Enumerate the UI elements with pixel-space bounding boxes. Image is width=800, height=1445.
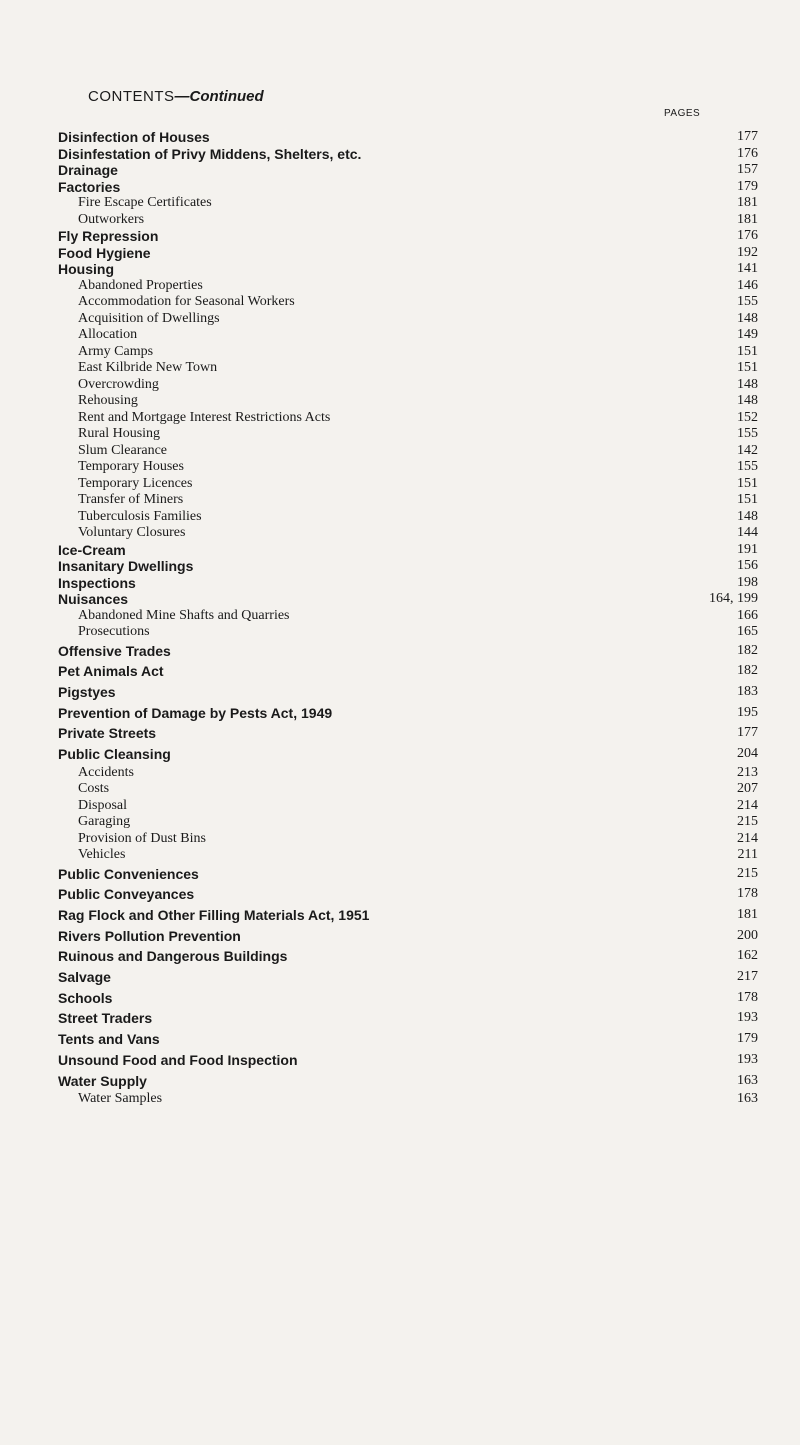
contents-entry <box>58 1050 758 1071</box>
entry-page-number: 149 <box>688 327 758 344</box>
entry-label: Offensive Trades <box>58 643 175 659</box>
entry-label: Salvage <box>58 969 115 985</box>
contents-entry <box>58 926 758 947</box>
contents-entry <box>58 1008 758 1029</box>
entry-label: Disposal <box>78 798 131 813</box>
entry-page-number: 181 <box>688 212 758 229</box>
contents-subentry <box>58 377 758 394</box>
entry-page-number: 152 <box>688 410 758 427</box>
entry-page-number: 181 <box>688 905 758 926</box>
contents-subentry <box>58 814 758 831</box>
entry-label: Pet Animals Act <box>58 663 168 679</box>
entry-label: Public Cleansing <box>58 746 175 762</box>
contents-entry <box>58 591 758 608</box>
contents-entry <box>58 245 758 262</box>
entry-label: Provision of Dust Bins <box>78 831 210 846</box>
entry-page-number: 156 <box>688 558 758 575</box>
contents-entry <box>58 162 758 179</box>
entry-label: Pigstyes <box>58 684 120 700</box>
entry-page-number: 204 <box>688 744 758 765</box>
contents-subentry <box>58 781 758 798</box>
entry-label: Abandoned Properties <box>78 278 207 293</box>
contents-subentry <box>58 525 758 542</box>
entry-label: Slum Clearance <box>78 443 171 458</box>
entry-label: Water Samples <box>78 1091 166 1106</box>
contents-subentry <box>58 393 758 410</box>
entry-page-number: 198 <box>688 575 758 592</box>
entry-label: Outworkers <box>78 212 148 227</box>
entry-page-number: 215 <box>688 814 758 831</box>
entry-label: Accommodation for Seasonal Workers <box>78 294 299 309</box>
entry-label: Temporary Licences <box>78 476 196 491</box>
entry-label: East Kilbride New Town <box>78 360 221 375</box>
contents-subentry <box>58 278 758 295</box>
entry-label: Unsound Food and Food Inspection <box>58 1052 302 1068</box>
contents-subentry <box>58 426 758 443</box>
entry-page-number: 141 <box>688 261 758 278</box>
entry-label: Schools <box>58 990 116 1006</box>
entry-page-number: 151 <box>688 492 758 509</box>
entry-label: Public Conveyances <box>58 886 198 902</box>
entry-page-number: 155 <box>688 426 758 443</box>
contents-entry <box>58 575 758 592</box>
entry-label: Fire Escape Certificates <box>78 195 216 210</box>
entry-label: Nuisances <box>58 591 132 607</box>
contents-subentry <box>58 360 758 377</box>
entry-label: Water Supply <box>58 1073 151 1089</box>
entry-page-number: 165 <box>688 624 758 641</box>
contents-entry <box>58 682 758 703</box>
page-heading <box>88 88 758 110</box>
contents-entry <box>58 558 758 575</box>
entry-page-number: 163 <box>688 1091 758 1108</box>
contents-subentry <box>58 492 758 509</box>
contents-entry <box>58 146 758 163</box>
entry-page-number: 217 <box>688 967 758 988</box>
contents-subentry <box>58 212 758 229</box>
entry-page-number: 177 <box>688 723 758 744</box>
entry-page-number: 200 <box>688 926 758 947</box>
contents-subentry <box>58 831 758 848</box>
heading-title: CONTENTS <box>88 88 175 105</box>
entry-page-number: 176 <box>688 228 758 245</box>
entry-label: Fly Repression <box>58 228 162 244</box>
contents-subentry <box>58 459 758 476</box>
entry-label: Disinfection of Houses <box>58 129 214 145</box>
contents-entry <box>58 261 758 278</box>
contents-subentry <box>58 509 758 526</box>
contents-entry <box>58 542 758 559</box>
contents-entry <box>58 179 758 196</box>
entry-label: Disinfestation of Privy Middens, Shelters, etc. <box>58 146 365 162</box>
entry-page-number: 178 <box>688 884 758 905</box>
entry-label: Accidents <box>78 765 138 780</box>
entry-label: Public Conveniences <box>58 866 203 882</box>
entry-page-number: 214 <box>688 798 758 815</box>
entry-label: Drainage <box>58 162 122 178</box>
entry-page-number: 144 <box>688 525 758 542</box>
entry-label: Rent and Mortgage Interest Restrictions Acts <box>78 410 334 425</box>
contents-subentry <box>58 798 758 815</box>
contents-subentry <box>58 311 758 328</box>
pages-column-label: PAGES <box>664 108 701 119</box>
entry-label: Street Traders <box>58 1010 156 1026</box>
entry-label: Overcrowding <box>78 377 163 392</box>
contents-entry <box>58 905 758 926</box>
entry-label: Acquisition of Dwellings <box>78 311 224 326</box>
entry-page-number: 182 <box>688 661 758 682</box>
contents-subentry <box>58 765 758 782</box>
contents-entry <box>58 661 758 682</box>
entry-page-number: 193 <box>688 1008 758 1029</box>
contents-subentry <box>58 344 758 361</box>
entry-label: Prevention of Damage by Pests Act, 1949 <box>58 705 336 721</box>
entry-page-number: 183 <box>688 682 758 703</box>
entry-page-number: 151 <box>688 476 758 493</box>
entry-page-number: 207 <box>688 781 758 798</box>
contents-entry <box>58 884 758 905</box>
entry-label: Food Hygiene <box>58 245 155 261</box>
entry-page-number: 213 <box>688 765 758 782</box>
contents-entry <box>58 1029 758 1050</box>
entry-page-number: 179 <box>688 1029 758 1050</box>
entry-label: Army Camps <box>78 344 157 359</box>
entry-page-number: 157 <box>688 162 758 179</box>
entry-page-number: 177 <box>688 129 758 146</box>
entry-label: Voluntary Closures <box>78 525 189 540</box>
contents-subentry <box>58 327 758 344</box>
contents-entry <box>58 967 758 988</box>
entry-page-number: 155 <box>688 294 758 311</box>
contents-entry <box>58 723 758 744</box>
contents-entry <box>58 129 758 146</box>
entry-page-number: 146 <box>688 278 758 295</box>
entry-page-number: 181 <box>688 195 758 212</box>
entry-page-number: 214 <box>688 831 758 848</box>
entry-page-number: 193 <box>688 1050 758 1071</box>
entry-label: Factories <box>58 179 124 195</box>
contents-entry <box>58 988 758 1009</box>
entry-label: Vehicles <box>78 847 129 862</box>
entry-page-number: 148 <box>688 509 758 526</box>
entry-page-number: 176 <box>688 146 758 163</box>
entry-label: Prosecutions <box>78 624 154 639</box>
contents-subentry <box>58 410 758 427</box>
entry-page-number: 148 <box>688 377 758 394</box>
entry-page-number: 211 <box>688 847 758 864</box>
entry-label: Garaging <box>78 814 134 829</box>
entry-label: Rehousing <box>78 393 142 408</box>
entry-page-number: 215 <box>688 864 758 885</box>
contents-entry <box>58 228 758 245</box>
contents-subentry <box>58 608 758 625</box>
contents-entry <box>58 744 758 765</box>
contents-subentry <box>58 847 758 864</box>
entry-label: Housing <box>58 261 118 277</box>
contents-subentry <box>58 476 758 493</box>
entry-label: Tents and Vans <box>58 1031 164 1047</box>
entry-page-number: 192 <box>688 245 758 262</box>
entry-page-number: 164, 199 <box>688 591 758 608</box>
contents-entry <box>58 864 758 885</box>
entry-page-number: 151 <box>688 344 758 361</box>
entry-page-number: 163 <box>688 1071 758 1092</box>
contents-page <box>58 88 758 1107</box>
entry-page-number: 179 <box>688 179 758 196</box>
contents-entry <box>58 641 758 662</box>
entry-label: Costs <box>78 781 113 796</box>
entry-label: Ice-Cream <box>58 542 130 558</box>
entry-page-number: 178 <box>688 988 758 1009</box>
entry-label: Abandoned Mine Shafts and Quarries <box>78 608 294 623</box>
entry-page-number: 166 <box>688 608 758 625</box>
entry-label: Private Streets <box>58 725 160 741</box>
entry-page-number: 148 <box>688 311 758 328</box>
contents-entry <box>58 946 758 967</box>
entry-page-number: 191 <box>688 542 758 559</box>
entry-label: Transfer of Miners <box>78 492 187 507</box>
entry-label: Rural Housing <box>78 426 164 441</box>
entry-page-number: 162 <box>688 946 758 967</box>
heading-continued: —Continued <box>174 88 264 105</box>
contents-entry <box>58 1071 758 1092</box>
entry-label: Allocation <box>78 327 141 342</box>
entry-page-number: 195 <box>688 703 758 724</box>
contents-subentry <box>58 443 758 460</box>
contents-subentry <box>58 624 758 641</box>
entry-page-number: 151 <box>688 360 758 377</box>
entry-label: Insanitary Dwellings <box>58 558 197 574</box>
entry-label: Inspections <box>58 575 140 591</box>
entry-label: Rivers Pollution Prevention <box>58 928 245 944</box>
contents-entry <box>58 703 758 724</box>
contents-subentry <box>58 294 758 311</box>
contents-subentry <box>58 1091 758 1108</box>
entry-label: Temporary Houses <box>78 459 188 474</box>
contents-list <box>58 129 758 1108</box>
entry-label: Ruinous and Dangerous Buildings <box>58 948 291 964</box>
entry-page-number: 155 <box>688 459 758 476</box>
entry-label: Rag Flock and Other Filling Materials Act, 1951 <box>58 907 373 923</box>
entry-label: Tuberculosis Families <box>78 509 206 524</box>
contents-subentry <box>58 195 758 212</box>
entry-page-number: 142 <box>688 443 758 460</box>
entry-page-number: 182 <box>688 641 758 662</box>
entry-page-number: 148 <box>688 393 758 410</box>
